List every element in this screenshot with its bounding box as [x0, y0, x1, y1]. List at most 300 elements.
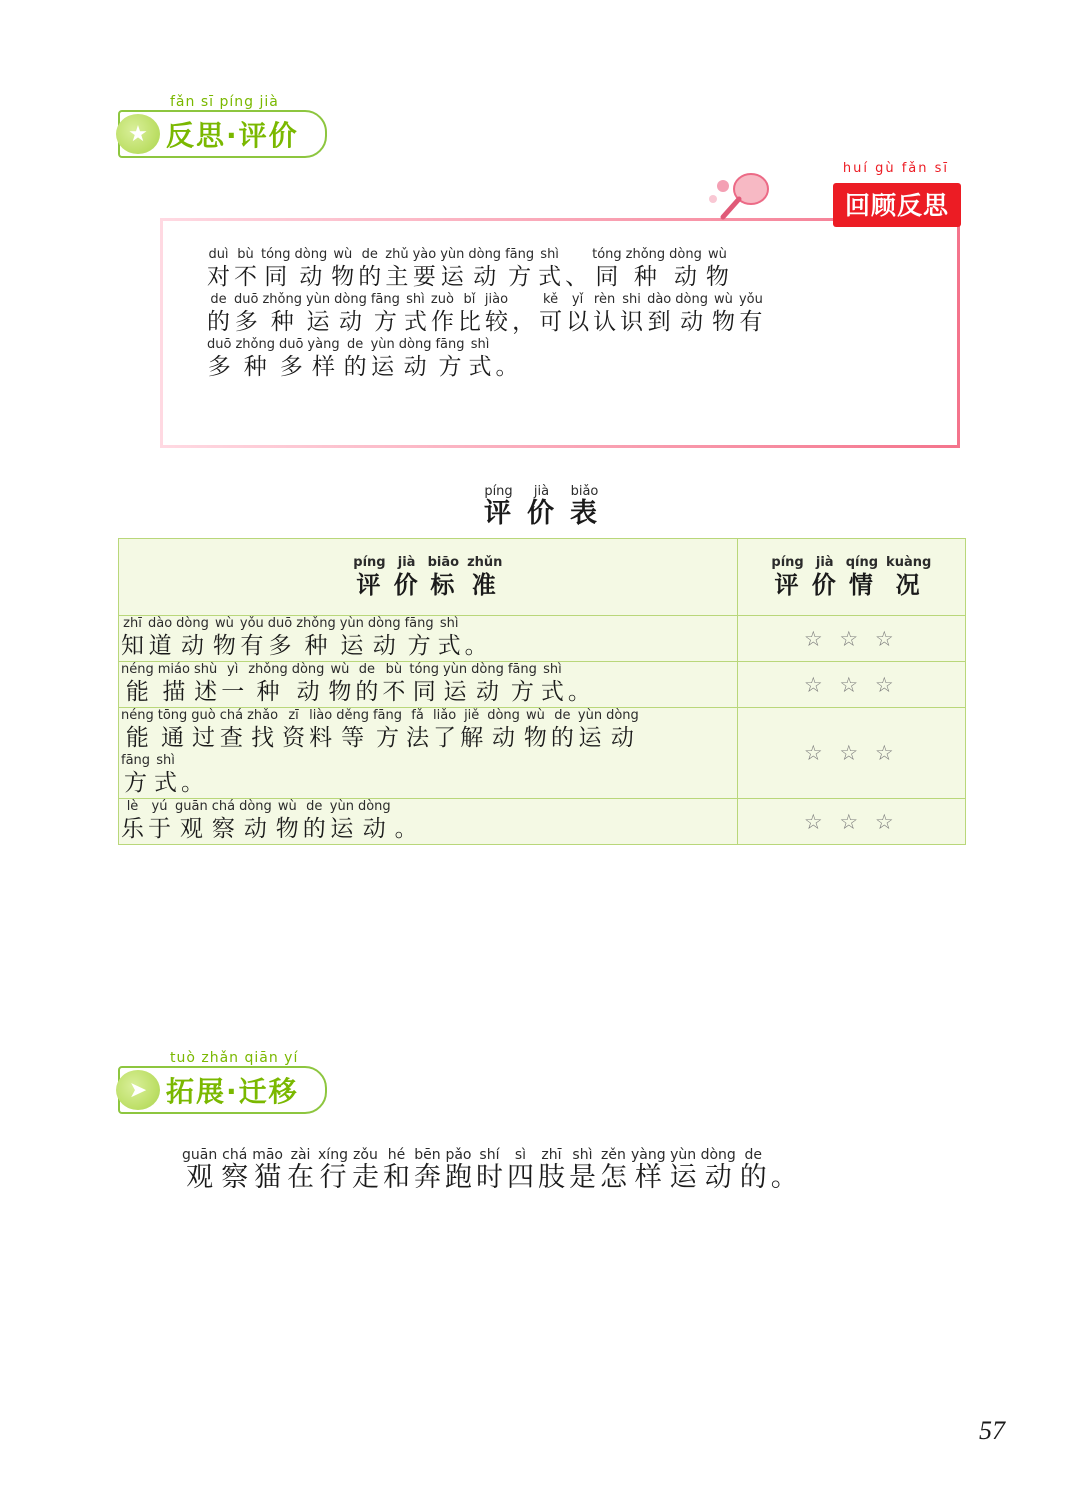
header-result — [737, 539, 965, 616]
pinyin: shì — [540, 247, 559, 262]
ruby-char — [413, 247, 437, 292]
pinyin — [190, 753, 194, 768]
rating-stars[interactable]: ☆ ☆ ☆ — [737, 616, 965, 662]
ruby-char — [551, 708, 574, 753]
pinyin: biāo — [427, 554, 460, 570]
hanzi: 时 — [475, 1162, 503, 1193]
pinyin: zī — [288, 708, 299, 723]
pinyin: dòng — [294, 247, 328, 262]
hanzi: 方 — [510, 679, 534, 705]
pinyin: dòng — [398, 337, 432, 352]
rating-stars[interactable]: ☆ ☆ ☆ — [737, 662, 965, 708]
ruby-char — [626, 247, 666, 292]
pinyin: duō — [278, 337, 304, 352]
hanzi: 。 — [394, 816, 418, 842]
pinyin: xíng — [318, 1147, 348, 1163]
hanzi: 动 — [680, 309, 704, 335]
pinyin: dòng — [367, 616, 401, 631]
ruby-char — [352, 1148, 379, 1193]
ruby-char — [435, 337, 464, 382]
ruby-char — [593, 292, 616, 337]
ruby-char — [207, 337, 231, 382]
ruby-char — [158, 708, 188, 753]
hanzi: 。 — [770, 1162, 798, 1193]
hanzi: 运 — [330, 816, 354, 842]
hanzi: 于 — [148, 816, 171, 842]
pinyin: biǎo — [570, 484, 599, 499]
ruby-char — [468, 247, 501, 292]
pinyin: yùn — [305, 292, 331, 307]
ruby-char — [213, 616, 236, 661]
page-number: 57 — [979, 1416, 1005, 1445]
pinyin: dòng — [468, 247, 502, 262]
hanzi: 动 — [492, 725, 516, 751]
ruby-char — [394, 555, 420, 600]
pinyin: guān — [182, 1147, 218, 1163]
hanzi: 物 — [711, 309, 735, 335]
ruby-char — [512, 292, 535, 337]
hanzi: 运 — [669, 1162, 697, 1193]
pinyin: fāng — [505, 247, 535, 262]
hanzi: 情 — [848, 570, 875, 599]
hanzi: 运 — [440, 264, 464, 290]
hanzi: 法 — [406, 725, 430, 751]
ruby-char — [287, 1148, 314, 1193]
ruby-char — [262, 292, 302, 337]
ruby-char — [328, 662, 351, 707]
hanzi: 的 — [302, 816, 326, 842]
hanzi: 式 — [437, 633, 461, 659]
pinyin: néng — [121, 708, 154, 723]
ruby-char — [371, 292, 400, 337]
table-row — [119, 799, 966, 845]
pinyin: wù — [707, 247, 727, 262]
pinyin: dòng — [357, 799, 391, 814]
pinyin — [782, 1148, 786, 1163]
hanzi: 同 — [264, 264, 288, 290]
ruby-char — [239, 799, 272, 844]
ruby-char — [282, 708, 305, 753]
hanzi: 走 — [351, 1162, 379, 1193]
ruby-char — [399, 337, 432, 382]
ruby-char — [740, 1148, 767, 1193]
pinyin: yú — [151, 799, 168, 814]
pinyin: yào — [412, 247, 437, 262]
ruby-line — [205, 337, 929, 382]
ruby-char — [279, 337, 303, 382]
ruby-char — [330, 799, 354, 844]
ruby-char — [276, 799, 299, 844]
ruby-char — [121, 753, 150, 798]
ruby-char — [306, 292, 330, 337]
hanzi: 。 — [567, 679, 591, 705]
ruby-char — [148, 616, 172, 661]
hanzi: 的 — [358, 264, 382, 290]
hanzi: 方 — [508, 264, 532, 290]
pinyin: dòng — [700, 1147, 736, 1163]
evaluation-table-title — [0, 484, 1083, 529]
pinyin: yùn — [670, 1147, 697, 1163]
ruby-char — [460, 708, 483, 753]
pinyin: zài — [290, 1147, 311, 1163]
ruby-char — [221, 1148, 248, 1193]
ruby-char — [440, 247, 464, 292]
pinyin: píng — [484, 484, 513, 499]
table-row — [119, 708, 966, 799]
pinyin: yàng — [307, 337, 340, 352]
ruby-char — [292, 662, 325, 707]
ruby-char — [175, 799, 208, 844]
ruby-char — [252, 1148, 283, 1193]
ruby-char — [484, 484, 513, 529]
hanzi: 运 — [371, 354, 395, 380]
ruby-char — [121, 616, 144, 661]
review-reflection-box — [160, 161, 960, 448]
hanzi: 多 — [234, 309, 258, 335]
hanzi: 动 — [296, 679, 320, 705]
pinyin: rèn — [593, 292, 616, 307]
hanzi: 方 — [376, 725, 399, 751]
hanzi: 运 — [578, 725, 602, 751]
hanzi: 观 — [179, 816, 203, 842]
ruby-line — [119, 753, 737, 798]
ruby-char — [194, 662, 217, 707]
table-title-line — [0, 484, 1083, 529]
pinyin: de — [744, 1147, 763, 1163]
section-title: 反思·评价 — [166, 119, 299, 152]
ruby-char — [382, 662, 405, 707]
pinyin: fāng — [370, 292, 400, 307]
hanzi: 运 — [306, 309, 330, 335]
ruby-char — [428, 555, 459, 600]
ruby-line — [477, 484, 520, 529]
hanzi: 。 — [181, 770, 205, 796]
pinyin: wù — [714, 292, 733, 307]
hanzi: 较 — [485, 309, 508, 335]
hanzi: 查 — [219, 725, 243, 751]
pinyin: jià — [533, 484, 550, 499]
section-header-extend-transfer — [118, 1050, 327, 1114]
pinyin: zhǒng — [262, 292, 302, 307]
ruby-char — [371, 337, 395, 382]
criteria-cell — [119, 662, 738, 708]
pinyin: dòng — [176, 616, 209, 631]
hanzi: 运 — [340, 633, 364, 659]
hanzi: 的 — [343, 354, 367, 380]
ruby-char — [631, 1148, 666, 1193]
pinyin: dòng — [471, 662, 504, 677]
ruby-char — [318, 1148, 348, 1193]
pinyin: de — [361, 247, 378, 262]
ruby-char — [358, 247, 381, 292]
hanzi: 动 — [610, 725, 634, 751]
ruby-char — [344, 337, 367, 382]
hanzi: 物 — [275, 816, 299, 842]
pinyin: tóng — [261, 247, 291, 262]
pinyin: kě — [543, 292, 559, 307]
pinyin: wù — [333, 247, 353, 262]
hanzi: 物 — [331, 264, 355, 290]
ruby-char — [485, 292, 508, 337]
ruby-char — [508, 662, 537, 707]
hanzi: 动 — [181, 633, 205, 659]
hanzi: 四 — [506, 1162, 534, 1193]
pinyin: yì — [227, 662, 239, 677]
ruby-char — [445, 1148, 472, 1193]
hanzi: 过 — [192, 725, 215, 751]
ruby-char — [433, 708, 456, 753]
ruby-char — [712, 292, 735, 337]
ruby-line — [563, 484, 606, 529]
pinyin: dòng — [669, 247, 702, 262]
ruby-char — [487, 708, 520, 753]
hanzi: 物 — [705, 264, 729, 290]
pinyin: dòng — [487, 708, 520, 723]
hanzi: 的 — [207, 309, 230, 335]
pinyin: yàng — [630, 1147, 666, 1163]
table-row — [119, 662, 966, 708]
hanzi: 知 — [121, 633, 144, 659]
pinyin: yǒu — [239, 616, 264, 631]
extend-question — [180, 1148, 940, 1193]
hanzi: 察 — [221, 1162, 249, 1193]
ruby-char — [220, 708, 243, 753]
pinyin: zǒu — [353, 1147, 378, 1163]
pinyin: dòng — [606, 708, 639, 723]
ruby-char — [443, 662, 467, 707]
hanzi: 对 — [207, 264, 230, 290]
criteria-cell — [119, 708, 738, 799]
pinyin: fāng — [372, 708, 403, 723]
hanzi: 猫 — [254, 1162, 282, 1193]
hanzi: 了 — [433, 725, 457, 751]
pinyin: děng — [336, 708, 369, 723]
section-header-reflection-evaluation — [118, 94, 327, 158]
pinyin: fāng — [435, 337, 465, 352]
hanzi: 多 — [279, 354, 303, 380]
ruby-char — [121, 799, 144, 844]
ruby-char — [739, 292, 763, 337]
ruby-char — [340, 616, 364, 661]
ruby-char — [404, 292, 427, 337]
hanzi: 通 — [161, 725, 184, 751]
ruby-char — [620, 292, 643, 337]
pinyin: chá — [219, 708, 244, 723]
ruby-line — [205, 292, 929, 337]
pinyin: shì — [572, 1147, 593, 1163]
hanzi: 动 — [299, 264, 323, 290]
pinyin: dào — [647, 292, 672, 307]
hanzi: 标 — [430, 570, 457, 599]
criteria-cell — [119, 616, 738, 662]
ruby-char — [368, 616, 401, 661]
hanzi: 动 — [403, 354, 427, 380]
review-text — [205, 247, 929, 382]
pinyin: de — [358, 662, 376, 677]
ruby-char — [570, 484, 599, 529]
hanzi: 要 — [412, 264, 436, 290]
hanzi: 样 — [312, 354, 335, 380]
section-badge-pill-2 — [118, 1050, 327, 1114]
hanzi: 、 — [565, 264, 589, 290]
hanzi: 可 — [539, 309, 563, 335]
hanzi: 乐 — [121, 816, 144, 842]
hanzi: 式 — [540, 679, 564, 705]
hanzi: 认 — [593, 309, 617, 335]
ruby-line — [520, 484, 563, 529]
hanzi: 不 — [382, 679, 406, 705]
ruby-char — [248, 662, 288, 707]
pinyin: zhī — [541, 1147, 562, 1163]
pinyin: duō — [234, 292, 259, 307]
pinyin: māo — [252, 1147, 284, 1163]
hanzi: 种 — [633, 264, 657, 290]
pinyin: bǐ — [463, 292, 476, 307]
hanzi: 价 — [527, 498, 556, 529]
section-badge-pill — [118, 94, 327, 158]
ruby-line — [119, 662, 737, 707]
hanzi: 动 — [362, 816, 386, 842]
rating-stars[interactable]: ☆ ☆ ☆ — [737, 708, 965, 799]
hanzi: 动 — [243, 816, 267, 842]
ruby-char — [154, 753, 177, 798]
pinyin: tōng — [157, 708, 188, 723]
pinyin: hé — [387, 1147, 406, 1163]
hanzi: 种 — [243, 354, 267, 380]
pinyin: zhǔn — [467, 554, 503, 570]
pinyin: jià — [397, 554, 416, 570]
hanzi: 以 — [566, 309, 590, 335]
ruby-char — [235, 337, 275, 382]
pinyin: zhǒng — [296, 616, 336, 631]
hanzi: 一 — [221, 679, 245, 705]
pinyin: wù — [214, 616, 234, 631]
ruby-char — [148, 799, 171, 844]
ruby-char — [465, 616, 488, 661]
ruby-char — [476, 1148, 503, 1193]
ruby-char — [527, 484, 556, 529]
hanzi: 肢 — [537, 1162, 565, 1193]
ruby-char — [373, 708, 402, 753]
pinyin: bù — [237, 247, 254, 262]
hanzi: 评 — [356, 570, 383, 599]
ruby-char — [309, 708, 332, 753]
star-icon: ★ — [116, 114, 160, 154]
hanzi: 方 — [124, 770, 148, 796]
pinyin: de — [306, 799, 323, 814]
ruby-char — [538, 247, 561, 292]
ruby-char — [295, 247, 328, 292]
ruby-char — [268, 616, 292, 661]
hanzi: 况 — [895, 570, 922, 599]
pinyin: zhī — [123, 616, 142, 631]
hanzi: 式 — [154, 770, 178, 796]
hanzi: 识 — [620, 309, 644, 335]
ruby-char — [431, 292, 454, 337]
header-criteria — [119, 539, 738, 616]
ruby-char — [207, 292, 230, 337]
ruby-char — [467, 555, 502, 600]
pinyin: zěn — [601, 1147, 626, 1163]
pinyin: de — [554, 708, 571, 723]
hanzi: 能 — [125, 679, 149, 705]
hanzi: 动 — [473, 264, 497, 290]
hanzi: 。 — [495, 354, 519, 380]
ruby-char — [181, 753, 204, 798]
ruby-char — [771, 555, 803, 600]
hanzi: 的 — [739, 1162, 767, 1193]
pinyin: yùn — [370, 337, 395, 352]
hanzi: 种 — [256, 679, 280, 705]
ping-pong-paddle-icon — [705, 169, 779, 229]
hanzi: 是 — [568, 1162, 596, 1193]
ruby-char — [524, 708, 547, 753]
hanzi: 奔 — [413, 1162, 441, 1193]
ruby-char — [568, 662, 591, 707]
rating-stars[interactable]: ☆ ☆ ☆ — [737, 799, 965, 845]
ruby-char — [565, 247, 588, 292]
ruby-char — [176, 616, 209, 661]
table-row — [119, 616, 966, 662]
ruby-char — [331, 247, 354, 292]
ruby-char — [569, 1148, 596, 1193]
ruby-char — [458, 292, 481, 337]
ruby-char — [414, 1148, 441, 1193]
pinyin: liǎo — [433, 708, 457, 723]
ruby-char — [578, 708, 602, 753]
ruby-char — [334, 292, 367, 337]
ruby-line — [767, 555, 935, 600]
hanzi: 物 — [212, 633, 236, 659]
hanzi: 跑 — [444, 1162, 472, 1193]
hanzi: 式 — [538, 264, 562, 290]
pinyin: zhǒng — [235, 337, 275, 352]
pinyin: duō — [267, 616, 293, 631]
hanzi: 怎 — [599, 1162, 627, 1193]
section-title-2: 拓展·迁移 — [166, 1075, 299, 1108]
ruby-char — [158, 662, 190, 707]
pinyin: qíng — [845, 554, 879, 570]
ruby-char — [812, 555, 838, 600]
ruby-char — [355, 662, 378, 707]
ruby-char — [670, 1148, 697, 1193]
section-pinyin-2: tuò zhǎn qiān yí — [170, 1050, 299, 1066]
ruby-char — [353, 555, 385, 600]
pinyin: tóng — [592, 247, 622, 262]
ruby-char — [221, 662, 244, 707]
hanzi: 种 — [270, 309, 294, 335]
pinyin: sì — [514, 1147, 527, 1163]
hanzi: 动 — [475, 679, 499, 705]
pinyin: wù — [330, 662, 350, 677]
pinyin: néng — [121, 662, 154, 677]
pinyin: yùn — [442, 662, 468, 677]
hanzi: 的 — [550, 725, 574, 751]
ruby-line — [119, 799, 737, 844]
pinyin: guò — [191, 708, 216, 723]
pinyin: liào — [309, 708, 333, 723]
hanzi: 有 — [739, 309, 763, 335]
ruby-char — [240, 616, 264, 661]
hanzi: 同 — [412, 679, 436, 705]
review-label-pinyin: huí gù fǎn sī — [842, 161, 949, 176]
pinyin: guān — [175, 799, 208, 814]
pinyin: zhǒng — [248, 662, 288, 677]
pinyin: shì — [470, 337, 490, 352]
pinyin: jià — [815, 554, 834, 570]
ruby-char — [507, 1148, 534, 1193]
pinyin: bù — [385, 662, 403, 677]
